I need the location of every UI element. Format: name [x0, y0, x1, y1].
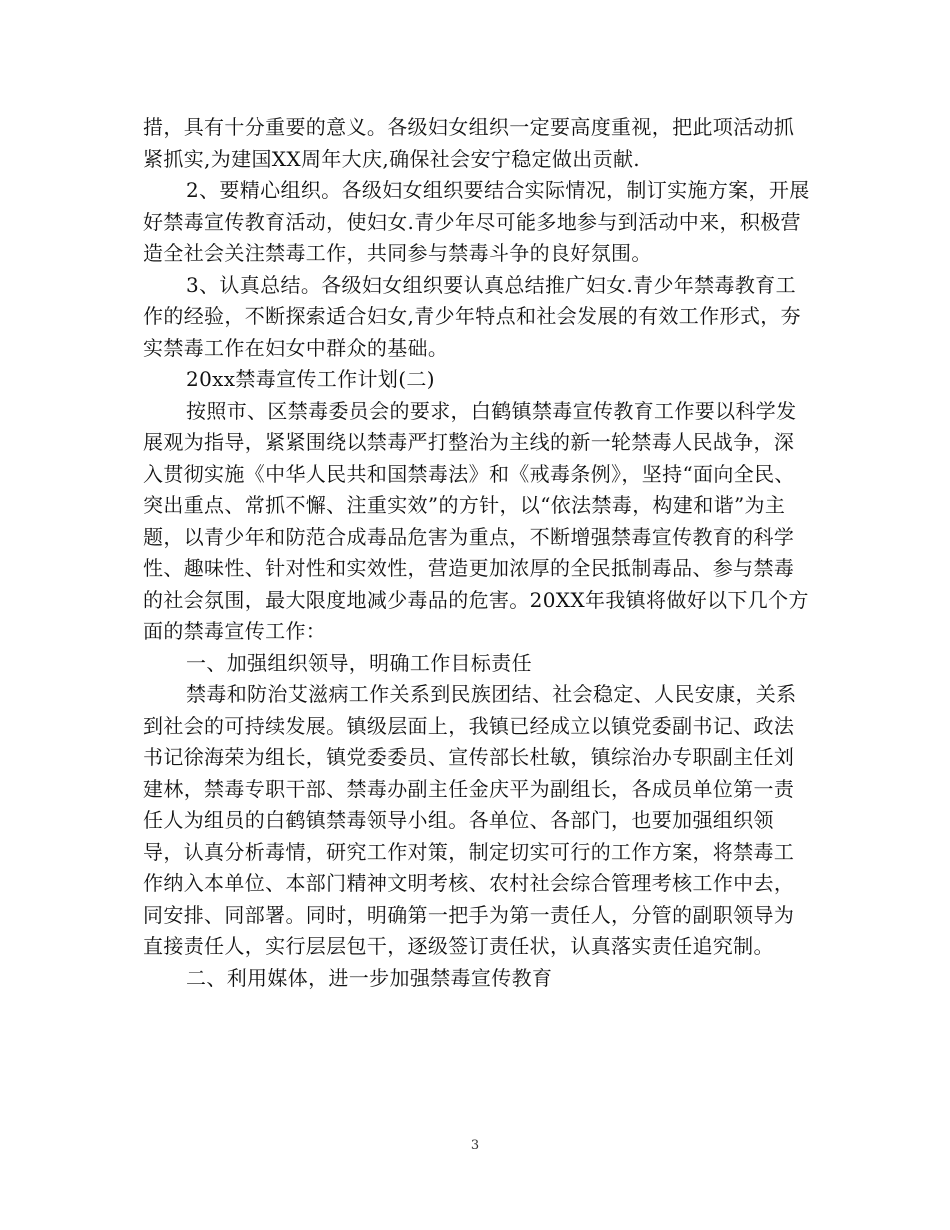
paragraph-item-2: 2、要精心组织。各级妇女组织要结合实际情况，制订实施方案，开展好禁毒宣传教育活动，使妇女.青少年尽可能多地参与到活动中来，积极营造全社会关注禁毒工作，共同参与禁毒斗争的良好氛围。 [143, 178, 810, 265]
paragraph-organization: 禁毒和防治艾滋病工作关系到民族团结、社会稳定、人民安康，关系到社会的可持续发展。镇级层面上，我镇已经成立以镇党委副书记、政法书记徐海荣为组长，镇党委委员、宣传部长杜敏，镇综治办专职副主任刘建林，禁毒专职干部、禁毒办副主任金庆平为副组长，各成员单位第一责任人为组员的白鹤镇禁毒领导小组。各单位、各部门，也要加强组织领导，认真分析毒情，研究工作对策，制定切实可行的工作方案，将禁毒工作纳入本单位、本部门精神文明考核、农村社会综合管理考核工作中去，同安排、同部署。同时，明确第一把手为第一责任人，分管的副职领导为直接责任人，实行层层包干，逐级签订责任状，认真落实责任追究制。 [143, 682, 797, 958]
heading-two: 二、利用媒体，进一步加强禁毒宣传教育 [186, 965, 553, 990]
document-body [143, 112, 811, 994]
paragraph-item-3: 3、认真总结。各级妇女组织要认真总结推广妇女.青少年禁毒教育工作的经验，不断探索适合妇女,青少年特点和社会发展的有效工作形式，夯实禁毒工作在妇女中群众的基础。 [143, 272, 801, 360]
section-title: 20xx禁毒宣传工作计划(二) [186, 367, 435, 391]
paragraph-intro: 按照市、区禁毒委员会的要求，白鹤镇禁毒宣传教育工作要以科学发展观为指导，紧紧围绕以禁毒严打整治为主线的新一轮禁毒人民战争，深入贯彻实施《中华人民共和国禁毒法》和《戒毒条例》，坚持“面向全民、突出重点、常抓不懈、注重实效”的方针，以“依法禁毒，构建和谐”为主题，以青少年和防范合成毒品危害为重点，不断增强禁毒宣传教育的科学性、趣味性、针对性和实效性，营造更加浓厚的全民抵制毒品、参与禁毒的社会氛围，最大限度地减少毒品的危害。20XX年我镇将做好以下几个方面的禁毒宣传工作： [143, 398, 809, 643]
heading-one: 一、加强组织领导，明确工作目标责任 [186, 650, 532, 675]
paragraph-continuation: 措，具有十分重要的意义。各级妇女组织一定要高度重视，把此项活动抓紧抓实,为建国XX周年大庆,确保社会安宁稳定做出贡献. [143, 115, 795, 171]
page-number: 3 [470, 1138, 480, 1153]
